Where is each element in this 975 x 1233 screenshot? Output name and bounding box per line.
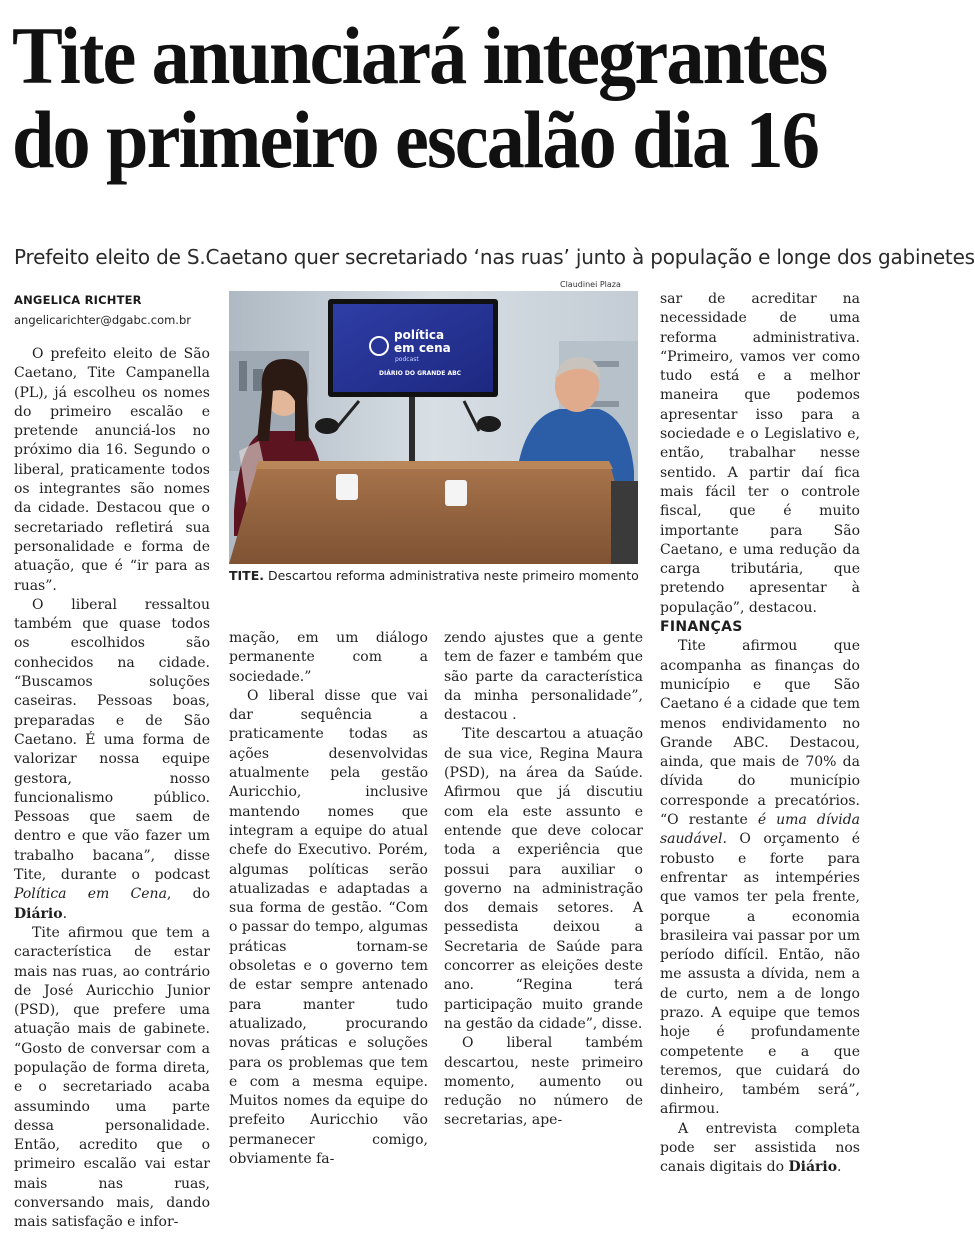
- brand-name: Diário: [788, 1159, 838, 1176]
- paragraph: O liberal também descartou, neste primeiro momento, aumento ou redução no número de secretarias, ape-: [444, 1035, 643, 1129]
- paragraph: zendo ajustes que a gente tem de fazer e também que são parte da característica da minha personalidade”, destacou .: [444, 630, 643, 724]
- photo-caption: [229, 568, 638, 583]
- paragraph: sar de acreditar na necessidade de uma reforma administrativa. “Primeiro, vamos ver como tudo está e a melhor maneira que podemos apresentar isso para a sociedade e o Legislativo e, então, trabalhar nesse sentido. A partir daí fica mais fácil ter o controle fiscal, que é muito importante para São Caetano, e uma redução da carga tributária, que pretendo apresentar à população”, destacou.: [660, 291, 860, 616]
- brand-name: Diário: [14, 905, 63, 922]
- headline-line-2: do primeiro escalão dia 16: [12, 94, 818, 185]
- headline-line-1: Tite anunciará integrantes: [12, 10, 827, 101]
- studio-photo: [229, 291, 638, 564]
- screen-text-1: política: [394, 328, 445, 342]
- author-name: ANGELICA RICHTER: [14, 293, 142, 307]
- paragraph: O prefeito eleito de São Caetano, Tite Campanella (PL), já escolheu os nomes do primeiro escalão e pretende anunciá-los no próximo dia 16. Segundo o liberal, praticamente todos os integrantes são nomes da cidade. Destacou que o secretariado refletirá sua personalidade e forma de atuação, que é “ir para as ruas”.: [14, 346, 210, 594]
- article-column-4: [660, 290, 860, 1178]
- article-column-1: [14, 345, 210, 1233]
- paragraph: A entrevista completa pode ser assistida nos canais digitais do Diário.: [660, 1120, 860, 1176]
- quote-italic: é uma dívida saudável: [660, 812, 860, 848]
- article-column-3: [444, 629, 643, 1131]
- caption-text: Descartou reforma administrativa neste primeiro momento: [267, 568, 639, 583]
- headline: [12, 10, 827, 185]
- screen-text-3: podcast: [395, 356, 419, 363]
- article-column-2: [229, 629, 428, 1169]
- caption-tag: TITE.: [229, 568, 264, 583]
- paragraph: O liberal disse que vai dar sequência a praticamente todas as ações desenvolvidas atualmente pela gestão Auricchio, inclusive mantendo nomes que integram a equipe do atual chefe do Executivo. Porém, algumas políticas serão atualizadas e adaptadas a sua forma de gestão. “Com o passar do tempo, algumas práticas tornam-se obsoletas e o governo tem de estar sempre antenado para manter tudo atualizado, procurando novas práticas e soluções para os problemas que tem e com a mesma equipe. Muitos nomes da equipe do prefeito Auricchio vão permanecer comigo, obviamente fa-: [229, 687, 428, 1168]
- paragraph: O liberal ressaltou também que quase todos os escolhidos são conhecidos na cidade. “Buscamos soluções caseiras. Pessoas boas, preparadas e de São Caetano. É uma forma de valorizar nossa equipe gestora, nosso funcionalismo público. Pessoas que saem de dentro e que vão fazer um trabalho bacana”, disse Tite, durante o podcast Política em Cena, do Diário.: [14, 596, 210, 922]
- photo-credit: Claudinei Plaza: [560, 280, 621, 289]
- studio-photo-illustration: [229, 291, 638, 564]
- screen-brand: DIÁRIO DO GRANDE ABC: [379, 370, 462, 377]
- paragraph: mação, em um diálogo permanente com a sociedade.”: [229, 630, 428, 685]
- screen-text-2: em cena: [394, 341, 451, 355]
- subtitle: Prefeito eleito de S.Caetano quer secretariado ‘nas ruas’ junto à população e longe dos gabinetes: [14, 245, 975, 269]
- podcast-title: Política em Cena: [14, 886, 167, 903]
- section-heading: FINANÇAS: [660, 619, 743, 636]
- paragraph: Tite descartou a atuação de sua vice, Regina Maura (PSD), na área da Saúde. Afirmou que já discutiu com ela este assunto e entende que deve colocar toda a experiência que possui para auxiliar o governo na administração dos demais setores. A pessedista deixou a Secretaria de Saúde para concorrer as eleições deste ano. “Regina terá participação muito grande na gestão da cidade”, disse.: [444, 726, 643, 1032]
- paragraph: Tite afirmou que tem a característica de estar mais nas ruas, ao contrário de José Auricchio Junior (PSD), que prefere uma atuação mais de gabinete. “Gosto de conversar com a população de forma direta, e o secretariado acaba assumindo uma parte dessa personalidade. Então, acredito que o primeiro escalão vai estar mais nas ruas, conversando mais, dando mais satisfação e infor-: [14, 924, 210, 1231]
- author-email[interactable]: angelicarichter@dgabc.com.br: [14, 313, 191, 327]
- paragraph: Tite afirmou que acompanha as finanças do município e que São Caetano é a cidade que tem menos endividamento no Grande ABC. Destacou, ainda, que mais de 70% da dívida do município corresponde a precatórios. “O restante é uma dívida saudável. O orçamento é robusto e forte para enfrentar as intempéries que vamos ter pela frente, porque a economia brasileira vai passar por um período difícil. Então, não me assusta a dívida, nem a de curto, nem a de longo prazo. A equipe que temos hoje é profundamente competente e a que teremos, que cuidará do dinheiro, também será”, afirmou.: [660, 638, 860, 1118]
